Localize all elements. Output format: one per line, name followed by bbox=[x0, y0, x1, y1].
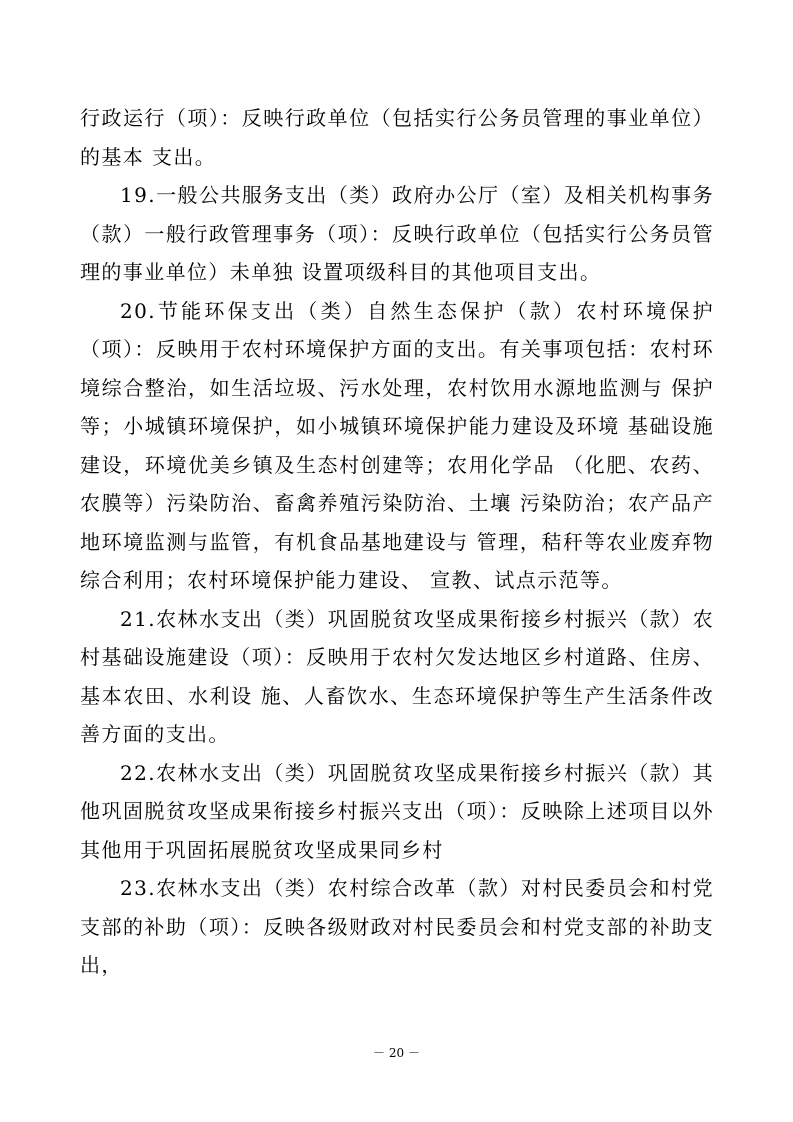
paragraph-19: 19.一般公共服务支出（类）政府办公厅（室）及相关机构事务（款）一般行政管理事务（项）：反映行政单位（包括实行公务员管理的事业单位）未单独 设置项级科目的其他项目支出。 bbox=[80, 183, 714, 284]
document-body bbox=[80, 99, 714, 985]
paragraph-23: 23.农林水支出（类）农村综合改革（款）对村民委员会和村党支部的补助（项）：反映各级财政对村民委员会和村党支部的补助支出， bbox=[80, 876, 714, 977]
paragraph-20: 20.节能环保支出（类）自然生态保护（款）农村环境保护（项）：反映用于农村环境保护方面的支出。有关事项包括：农村环 境综合整治，如生活垃圾、污水处理，农村饮用水源地监测与 保护等；小城镇环境保护，如小城镇环境保护能力建设及环境 基础设施建设，环境优美乡镇及生态村创建等；农用化学品 （化肥、农药、农膜等）污染防治、畜禽养殖污染防治、土壤 污染防治；农产品产地环境监测与监管，有机食品基地建设与 管理，秸秆等农业废弃物综合利用；农村环境保护能力建设、 宣教、试点示范等。 bbox=[80, 298, 714, 592]
paragraph-continuation: 行政运行（项）：反映行政单位（包括实行公务员管理的事业单位）的基本 支出。 bbox=[80, 106, 714, 169]
page-number: － 20 － bbox=[373, 1046, 420, 1060]
paragraph-22: 22.农林水支出（类）巩固脱贫攻坚成果衔接乡村振兴（款）其他巩固脱贫攻坚成果衔接乡村振兴支出（项）：反映除上述项目以外其他用于巩固拓展脱贫攻坚成果同乡村 bbox=[80, 760, 714, 862]
paragraph-21: 21.农林水支出（类）巩固脱贫攻坚成果衔接乡村振兴（款）农村基础设施建设（项）：反映用于农村欠发达地区乡村道路、住房、基本农田、水利设 施、人畜饮水、生态环境保护等生产生活条件改善方面的支出。 bbox=[80, 606, 714, 746]
